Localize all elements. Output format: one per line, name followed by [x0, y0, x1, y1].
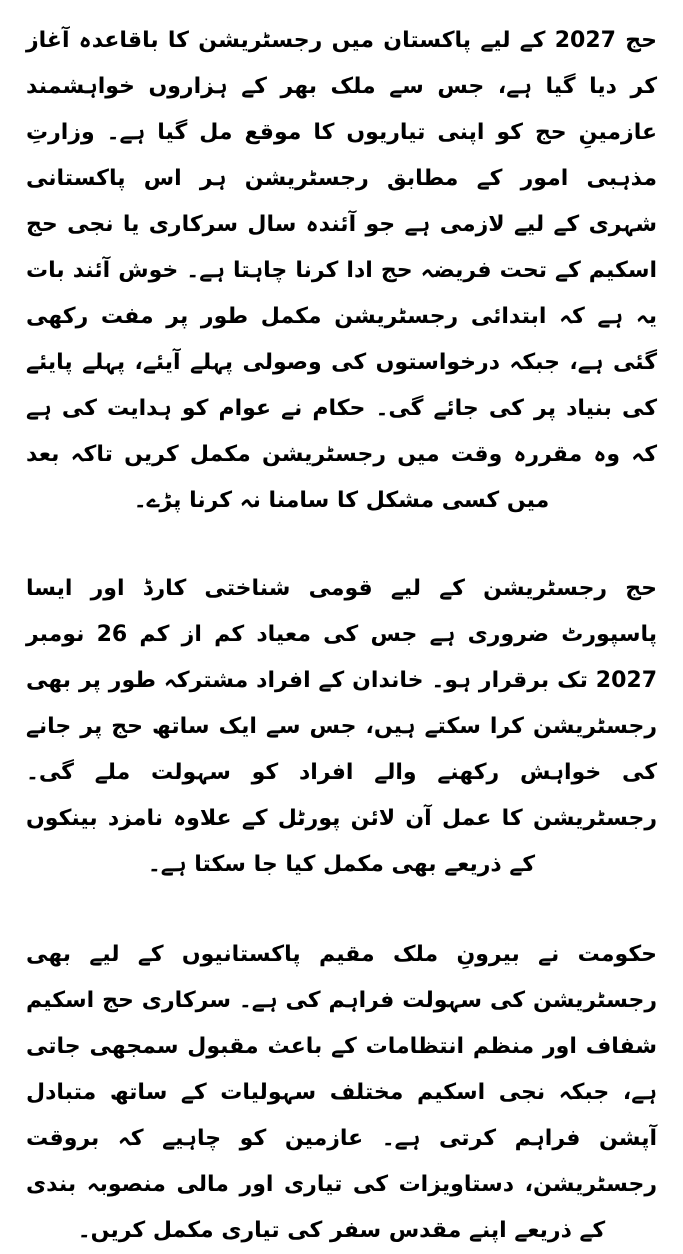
article-paragraph-registration-start: حج 2027 کے لیے پاکستان میں رجسٹریشن کا باقاعدہ آغاز کر دیا گیا ہے، جس سے ملک بھر کے ہزاروں خواہشمند عازمینِ حج کو اپنی تیاریوں کا موقع مل گیا ہے۔ وزارتِ مذہبی امور کے مطابق رجسٹریشن ہر اس پاکستانی شہری کے لیے لازمی ہے جو آئندہ سال سرکاری یا نجی حج اسکیم کے تحت فریضہ حج ادا کرنا چاہتا ہے۔ خوش آئند بات یہ ہے کہ ابتدائی رجسٹریشن مکمل طور پر مفت رکھی گئی ہے، جبکہ درخواستوں کی وصولی پہلے آیئے، پہلے پایئے کی بنیاد پر کی جائے گی۔ حکام نے عوام کو ہدایت کی ہے کہ وہ مقررہ وقت میں رجسٹریشن مکمل کریں تاکہ بعد میں کسی مشکل کا سامنا نہ کرنا پڑے۔ — [26, 28, 657, 513]
article-paragraph-overseas: حکومت نے بیرونِ ملک مقیم پاکستانیوں کے لیے بھی رجسٹریشن کی سہولت فراہم کی ہے۔ سرکاری حج اسکیم شفاف اور منظم انتظامات کے باعث مقبول سمجھی جاتی ہے، جبکہ نجی اسکیم مختلف سہولیات کے ساتھ متبادل آپشن فراہم کرتی ہے۔ عازمین کو چاہیے کہ بروقت رجسٹریشن، دستاویزات کی تیاری اور مالی منصوبہ بندی کے ذریعے اپنے مقدس سفر کی تیاری مکمل کریں۔ — [26, 942, 657, 1243]
article-paragraph-documents: حج رجسٹریشن کے لیے قومی شناختی کارڈ اور ایسا پاسپورٹ ضروری ہے جس کی معیاد کم از کم 26 نومبر 2027 تک برقرار ہو۔ خاندان کے افراد مشترکہ طور پر بھی رجسٹریشن کرا سکتے ہیں، جس سے ایک ساتھ حج پر جانے کی خواہش رکھنے والے افراد کو سہولت ملے گی۔ رجسٹریشن کا عمل آن لائن پورٹل کے علاوہ نامزد بینکوں کے ذریعے بھی مکمل کیا جا سکتا ہے۔ — [26, 576, 657, 877]
